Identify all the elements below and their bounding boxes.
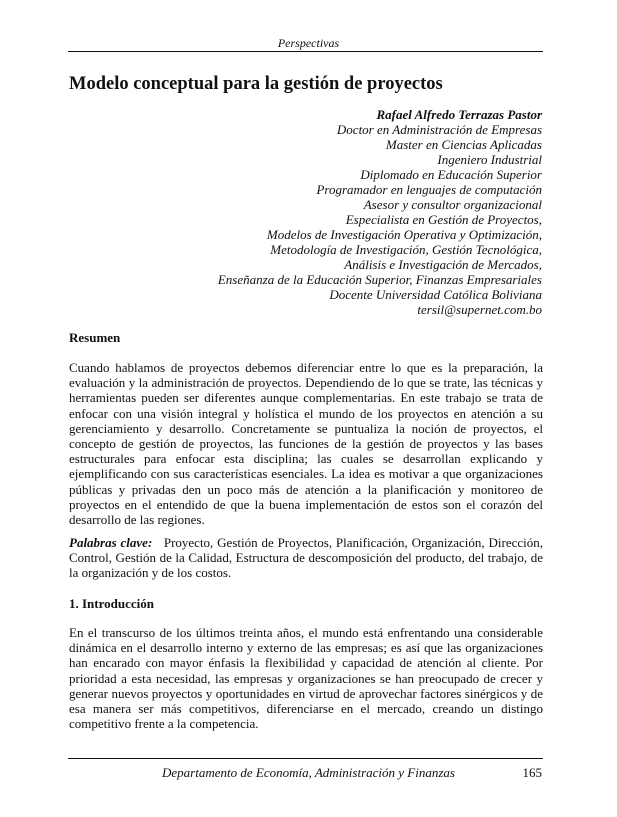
article-title: Modelo conceptual para la gestión de proyectos (69, 74, 443, 94)
author-credential: Docente Universidad Católica Boliviana (329, 287, 542, 302)
author-credential: Master en Ciencias Aplicadas (385, 137, 542, 152)
author-credential: Programador en lenguajes de computación (316, 182, 542, 197)
keywords-text: Proyecto, Gestión de Proyectos, Planificación, Organización, Dirección, Control, Gestión de la Calidad, Estructura de descomposición del producto, del trabajo, de la organización y de los costos. (69, 535, 544, 581)
author-credential: Análisis e Investigación de Mercados, (344, 257, 542, 272)
footer-department: Departamento de Economía, Administración y Finanzas (162, 765, 455, 780)
author-credential: Asesor y consultor organizacional (363, 197, 542, 212)
author-credential: Diplomado en Educación Superior (360, 167, 542, 182)
author-credential: Doctor en Administración de Empresas (336, 122, 542, 137)
footer-rule (68, 758, 543, 759)
author-credential: Ingeniero Industrial (437, 152, 542, 167)
author-name: Rafael Alfredo Terrazas Pastor (376, 107, 542, 122)
keywords-label: Palabras clave: (69, 535, 153, 550)
section-heading-introduction: 1. Introducción (69, 596, 154, 611)
author-credential: Modelos de Investigación Operativa y Optimización, (266, 227, 542, 242)
author-credential: Metodología de Investigación, Gestión Tecnológica, (270, 242, 542, 257)
page-number: 165 (522, 765, 542, 780)
abstract-text: Cuando hablamos de proyectos debemos diferenciar entre lo que es la preparación, la evaluación y la administración de proyectos. Dependiendo de lo que se trate, las técnicas y herramientas pueden ser diferentes aunque complementarias. En este trabajo se trata de enfocar con una visión integral y holística el mundo de los proyectos en atención a su gerenciamiento y desarrollo. Concretamente se puntualiza la noción de proyectos, el concepto de gestión de proyectos, las funciones de la gestión de proyectos y las bases estructurales para enfocar esta disciplina; las cuales se desarrollan explicando y ejemplificando con sus características esenciales. La idea es motivar a que organizaciones públicas y privadas den un poco más de atención a la planificación y monitoreo de proyectos en el entendido de que la buena implementación de estos son el corazón del desarrollo de las regiones. (69, 360, 543, 528)
running-header: Perspectivas (277, 36, 340, 50)
author-block (102, 107, 542, 317)
header-rule (68, 51, 543, 52)
author-credential: Especialista en Gestión de Proyectos, (345, 212, 542, 227)
author-email: tersil@supernet.com.bo (417, 302, 542, 317)
introduction-text: En el transcurso de los últimos treinta años, el mundo está enfrentando una considerable dinámica en el desarrollo interno y externo de las empresas; es así que las organizaciones han encarado con mayor énfasis la flexibilidad y capacidad de atención al cliente. Por prioridad a esta necesidad, las empresas y organizaciones se han preocupado de crecer y generar nuevos proyectos y oportunidades en virtud de aprovechar factores sinérgicos y de esa manera ser más competitivos, diferenciarse en el mercado, creando un distingo competitivo frente a la competencia. (69, 625, 543, 732)
keywords-paragraph (69, 535, 543, 581)
abstract-heading: Resumen (69, 330, 121, 345)
author-credential: Enseñanza de la Educación Superior, Finanzas Empresariales (217, 272, 542, 287)
